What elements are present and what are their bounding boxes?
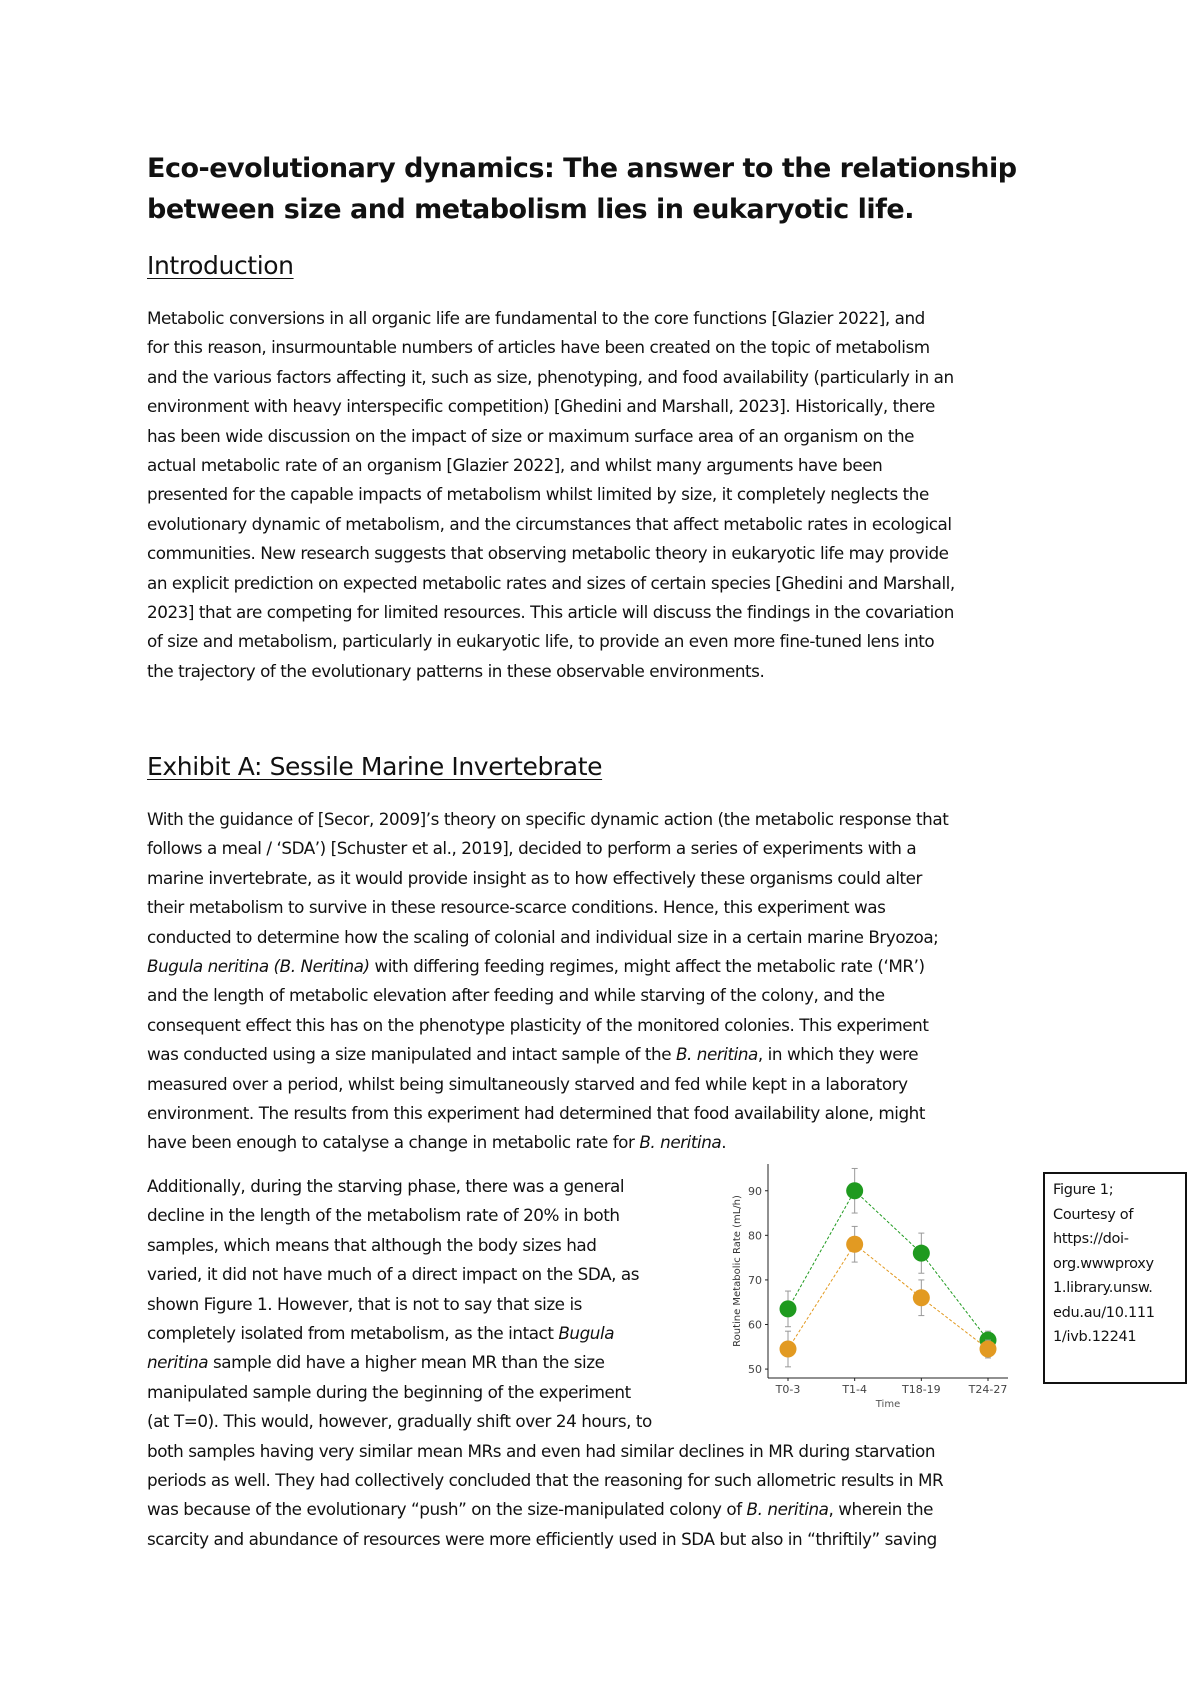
- text-line: shown Figure 1. However, that is not to say that size is: [147, 1293, 582, 1314]
- text-line: follows a meal / ‘SDA’) [Schuster et al., 2019], decided to perform a series of experiments with a: [147, 838, 917, 859]
- text-line: of size and metabolism, particularly in eukaryotic life, to provide an even more fine-tuned lens into: [147, 631, 935, 652]
- data-point: [913, 1245, 930, 1262]
- y-tick-label: 80: [748, 1229, 762, 1243]
- species-name: Bugula: [558, 1323, 615, 1344]
- y-tick-label: 90: [748, 1184, 762, 1198]
- data-point: [846, 1236, 863, 1253]
- text-run: was conducted using a size manipulated and intact sample of the: [147, 1044, 676, 1065]
- text-run: was because of the evolutionary “push” on the size-manipulated colony of: [147, 1499, 747, 1520]
- text-run: completely isolated from metabolism, as the intact: [147, 1323, 559, 1344]
- x-tick-label: T0-3: [775, 1383, 801, 1396]
- title-line: between size and metabolism lies in eukaryotic life.: [147, 194, 914, 225]
- text-line: [147, 1495, 943, 1524]
- introduction-paragraph: [147, 304, 955, 686]
- text-run: .: [721, 1132, 727, 1153]
- exhibit-a-paragraph-1: [147, 805, 948, 1158]
- text-run: , wherein the: [828, 1499, 933, 1520]
- metabolic-rate-chart: [730, 1160, 1020, 1410]
- text-line: both samples having very similar mean MRs and even had similar declines in MR during starvation: [147, 1440, 936, 1461]
- title-line: Eco-evolutionary dynamics: The answer to the relationship: [147, 153, 1017, 184]
- text-line: their metabolism to survive in these resource-scarce conditions. Hence, this experiment was: [147, 897, 886, 918]
- text-line: periods as well. They had collectively concluded that the reasoning for such allometric results in MR: [147, 1470, 944, 1491]
- text-line: environment. The results from this experiment had determined that food availability alone, might: [147, 1103, 925, 1124]
- text-line: [147, 952, 948, 981]
- caption-line: org.wwwproxy: [1053, 1255, 1154, 1272]
- text-line: presented for the capable impacts of metabolism whilst limited by size, it completely neglects the: [147, 484, 929, 505]
- text-line: [147, 1040, 948, 1069]
- text-line: evolutionary dynamic of metabolism, and the circumstances that affect metabolic rates in ecological: [147, 513, 952, 534]
- data-point: [913, 1289, 930, 1306]
- caption-line: edu.au/10.111: [1053, 1304, 1155, 1321]
- text-line: measured over a period, whilst being simultaneously starved and fed while kept in a laboratory: [147, 1073, 908, 1094]
- caption-line: https://doi-: [1053, 1231, 1129, 1247]
- text-line: and the various factors affecting it, such as size, phenotyping, and food availability (particularly in an: [147, 366, 954, 387]
- text-run: sample did have a higher mean MR than the size: [208, 1352, 605, 1373]
- introduction-heading: Introduction: [147, 251, 294, 280]
- y-tick-label: 70: [748, 1273, 762, 1287]
- text-line: decline in the length of the metabolism rate of 20% in both: [147, 1205, 620, 1226]
- text-line: manipulated sample during the beginning of the experiment: [147, 1381, 631, 1402]
- data-point: [846, 1182, 863, 1199]
- text-line: for this reason, insurmountable numbers of articles have been created on the topic of metabolism: [147, 337, 930, 358]
- caption-line: 1.library.unsw.: [1053, 1280, 1153, 1296]
- text-line: With the guidance of [Secor, 2009]’s theory on specific dynamic action (the metabolic response that: [147, 809, 949, 829]
- y-axis-label: Routine Metabolic Rate (mL/h): [732, 1195, 743, 1347]
- text-line: an explicit prediction on expected metabolic rates and sizes of certain species [Ghedini and Marshall,: [147, 572, 955, 593]
- text-line: varied, it did not have much of a direct impact on the SDA, as: [147, 1264, 639, 1285]
- species-name: neritina: [147, 1352, 209, 1373]
- text-line: (at T=0). This would, however, gradually shift over 24 hours, to: [147, 1411, 652, 1432]
- text-line: environment with heavy interspecific competition) [Ghedini and Marshall, 2023]. Historically, there: [147, 396, 935, 417]
- x-axis-label: Time: [875, 1399, 901, 1410]
- series-line: [788, 1244, 988, 1349]
- data-point: [980, 1341, 997, 1358]
- species-name: Bugula neritina (B. Neritina): [147, 956, 370, 977]
- species-name: B. neritina: [639, 1132, 722, 1153]
- text-line: actual metabolic rate of an organism [Glazier 2022], and whilst many arguments have been: [147, 455, 883, 476]
- text-line: and the length of metabolic elevation after feeding and while starving of the colony, and the: [147, 985, 885, 1006]
- text-line: Metabolic conversions in all organic life are fundamental to the core functions [Glazier 2022], and: [147, 308, 925, 328]
- caption-line: Figure 1;: [1053, 1182, 1114, 1198]
- x-tick-label: T1-4: [842, 1383, 868, 1396]
- data-point: [780, 1300, 797, 1317]
- exhibit-a-heading: Exhibit A: Sessile Marine Invertebrate: [147, 752, 603, 781]
- text-line: conducted to determine how the scaling of colonial and individual size in a certain marine Bryozoa;: [147, 926, 939, 947]
- x-tick-label: T18-19: [901, 1383, 941, 1396]
- x-tick-label: T24-27: [968, 1383, 1008, 1396]
- species-name: B. neritina: [746, 1499, 829, 1520]
- caption-line: 1/ivb.12241: [1053, 1329, 1137, 1345]
- text-run: have been enough to catalyse a change in metabolic rate for: [147, 1132, 640, 1153]
- caption-line: Courtesy of: [1053, 1206, 1134, 1223]
- text-line: consequent effect this has on the phenotype plasticity of the monitored colonies. This experiment: [147, 1014, 929, 1035]
- text-line: has been wide discussion on the impact of size or maximum surface area of an organism on the: [147, 425, 915, 446]
- data-point: [780, 1341, 797, 1358]
- text-line: samples, which means that although the body sizes had: [147, 1234, 597, 1255]
- text-line: marine invertebrate, as it would provide insight as to how effectively these organisms could alter: [147, 867, 922, 888]
- text-line: communities. New research suggests that observing metabolic theory in eukaryotic life may provide: [147, 543, 949, 564]
- text-run: with differing feeding regimes, might affect the metabolic rate (‘MR’): [369, 956, 925, 977]
- text-line: 2023] that are competing for limited resources. This article will discuss the findings in the covariation: [147, 602, 954, 623]
- text-line: Additionally, during the starving phase, there was a general: [147, 1176, 625, 1196]
- species-name: B. neritina: [675, 1044, 758, 1065]
- series-line: [788, 1191, 988, 1340]
- y-tick-label: 60: [748, 1318, 762, 1332]
- text-line: the trajectory of the evolutionary patterns in these observable environments.: [147, 660, 765, 681]
- text-line: scarcity and abundance of resources were more efficiently used in SDA but also in “thriftily” saving: [147, 1528, 937, 1549]
- article-title: [147, 148, 1047, 230]
- figure-caption-box: [1043, 1172, 1187, 1384]
- text-run: , in which they were: [757, 1044, 919, 1065]
- text-line: [147, 1128, 948, 1157]
- y-tick-label: 50: [748, 1363, 762, 1377]
